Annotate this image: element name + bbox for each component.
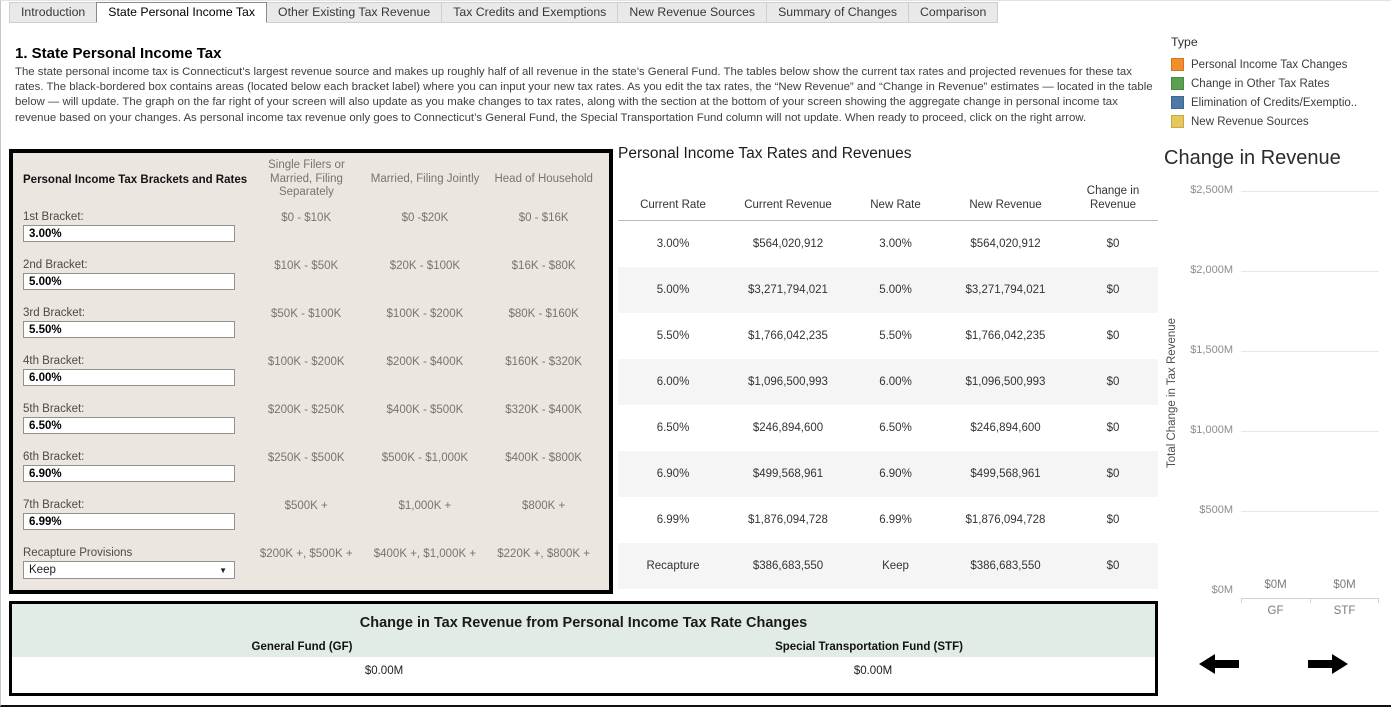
- bracket-6-label: 6th Bracket:: [23, 451, 85, 463]
- tab-new-revenue-sources[interactable]: New Revenue Sources: [617, 2, 767, 23]
- summary-title: Change in Tax Revenue from Personal Income Tax Rate Changes: [359, 615, 808, 631]
- legend-swatch-orange: [1171, 58, 1184, 71]
- cell: 5.00%: [656, 284, 690, 296]
- tab-bar: [1, 1, 1391, 23]
- table-row: [618, 451, 1158, 497]
- bracket-4-range-hoh: $160K - $320K: [505, 356, 582, 368]
- cell: Keep: [882, 560, 909, 572]
- general-fund-label: General Fund (GF): [251, 641, 353, 653]
- bracket-3-range-single: $50K - $100K: [271, 308, 342, 320]
- cell: $1,876,094,728: [965, 514, 1046, 526]
- rates-table-header: [618, 163, 1158, 221]
- cell: $0: [1106, 238, 1120, 250]
- cell: $564,020,912: [970, 238, 1041, 250]
- header-current-revenue: Current Revenue: [744, 199, 832, 211]
- cell: $1,096,500,993: [748, 376, 828, 388]
- cell: $0: [1106, 514, 1120, 526]
- y-tick: $500M: [1199, 504, 1233, 516]
- cell: $0: [1106, 560, 1120, 572]
- bar-value-gf: $0M: [1264, 579, 1287, 591]
- legend-label: Elimination of Credits/Exemptio..: [1191, 96, 1358, 109]
- table-row: [618, 359, 1158, 405]
- bracket-editor-box: [9, 149, 613, 594]
- bracket-5-range-single: $200K - $250K: [267, 404, 345, 416]
- bracket-2-range-joint: $20K - $100K: [389, 260, 461, 272]
- cell: $246,894,600: [970, 422, 1041, 434]
- y-tick: $1,500M: [1190, 344, 1233, 356]
- chart-y-axis-label: Total Change in Tax Revenue: [1166, 317, 1178, 469]
- cell: 5.50%: [879, 330, 912, 342]
- tab-tax-credits-and-exemptions[interactable]: Tax Credits and Exemptions: [441, 2, 618, 23]
- cell: $1,766,042,235: [965, 330, 1046, 342]
- cell: $499,568,961: [752, 468, 824, 480]
- cell: $0: [1106, 330, 1120, 342]
- bracket-4-rate-input[interactable]: [23, 369, 235, 386]
- cell: 6.99%: [879, 514, 912, 526]
- bar-value-stf: $0M: [1333, 579, 1356, 591]
- legend-swatch-yellow: [1171, 115, 1184, 128]
- revenue-change-summary-box: [9, 601, 1158, 696]
- gridline: [1241, 351, 1379, 352]
- bracket-row: [23, 302, 603, 350]
- legend-item: [1171, 74, 1357, 93]
- cell: $499,568,961: [970, 468, 1041, 480]
- bracket-6-range-hoh: $400K - $800K: [505, 452, 582, 464]
- bracket-row: [23, 398, 603, 446]
- table-row: [618, 267, 1158, 313]
- bracket-2-range-single: $10K - $50K: [274, 260, 339, 272]
- bracket-2-label: 2nd Bracket:: [23, 259, 88, 271]
- cell: 3.00%: [879, 238, 912, 250]
- cell: 3.00%: [656, 238, 690, 250]
- previous-arrow-button[interactable]: [1197, 652, 1241, 681]
- header-current-rate: Current Rate: [640, 199, 706, 211]
- x-tick-mark: [1310, 598, 1311, 603]
- x-category-gf: GF: [1267, 605, 1284, 617]
- recapture-label: Recapture Provisions: [23, 547, 133, 559]
- rates-table: [618, 145, 1158, 589]
- cell: 5.00%: [879, 284, 912, 296]
- legend-item: [1171, 93, 1357, 112]
- bracket-4-label: 4th Bracket:: [23, 355, 85, 367]
- column-header-single-filers: Single Filers or Married, Filing Separately: [268, 159, 345, 199]
- gridline: [1241, 271, 1379, 272]
- bracket-7-range-single: $500K +: [284, 500, 328, 512]
- cell: 5.50%: [656, 330, 690, 342]
- cell: $386,683,550: [752, 560, 824, 572]
- legend-swatch-blue: [1171, 96, 1184, 109]
- bracket-row: [23, 494, 603, 542]
- cell: $1,876,094,728: [748, 514, 828, 526]
- tab-state-personal-income-tax[interactable]: State Personal Income Tax: [96, 2, 267, 23]
- bracket-7-rate-input[interactable]: [23, 513, 235, 530]
- legend-label: Personal Income Tax Changes: [1191, 58, 1348, 71]
- cell: $0: [1106, 284, 1120, 296]
- bracket-3-rate-input[interactable]: [23, 321, 235, 338]
- cell: $3,271,794,021: [965, 284, 1046, 296]
- table-row: [618, 221, 1158, 267]
- stf-value: $0.00M: [853, 665, 893, 677]
- header-new-revenue: New Revenue: [969, 199, 1042, 211]
- cell: 6.50%: [656, 422, 690, 434]
- tab-other-existing-tax-revenue[interactable]: Other Existing Tax Revenue: [266, 2, 442, 23]
- page-title: 1. State Personal Income Tax: [15, 45, 222, 62]
- cell: $1,766,042,235: [748, 330, 828, 342]
- column-header-married-jointly: Married, Filing Jointly: [370, 172, 480, 185]
- header-change-in-revenue: Change in Revenue: [1086, 185, 1140, 211]
- table-row: [618, 543, 1158, 589]
- cell: $0: [1106, 376, 1120, 388]
- table-row: [618, 497, 1158, 543]
- bracket-4-range-single: $100K - $200K: [267, 356, 345, 368]
- bracket-2-range-hoh: $16K - $80K: [511, 260, 576, 272]
- cell: $386,683,550: [970, 560, 1041, 572]
- cell: $3,271,794,021: [748, 284, 828, 296]
- bracket-5-range-hoh: $320K - $400K: [505, 404, 582, 416]
- bracket-6-rate-input[interactable]: [23, 465, 235, 482]
- type-legend: [1171, 35, 1357, 131]
- next-arrow-button[interactable]: [1306, 652, 1350, 681]
- cell: $564,020,912: [752, 238, 824, 250]
- table-row: [618, 313, 1158, 359]
- general-fund-value: $0.00M: [364, 665, 404, 677]
- arrow-right-icon: [1306, 652, 1350, 676]
- legend-swatch-green: [1171, 77, 1184, 90]
- rates-table-title: Personal Income Tax Rates and Revenues: [618, 145, 912, 162]
- recapture-dropdown-value: Keep: [29, 564, 56, 576]
- bracket-2-rate-input[interactable]: [23, 273, 235, 290]
- bracket-1-range-hoh: $0 - $16K: [518, 212, 569, 224]
- intro-paragraph: The state personal income tax is Connecticut’s largest revenue source and makes up roughly half of all revenue in the state’s General Fund. The tables below show the current tax rates and projected revenues for these tax rates. The black-bordered box contains areas (located below each bracket label) where you can input your new tax rates. As you edit the tax rates, the “New Revenue” and “Change in Revenue” estimates — located in the table below — will update. The graph on the far right of your screen will also update as you make changes to tax rates, along with the section at the bottom of your screen showing the aggregate change in personal income tax revenue based on your changes. As personal income tax revenue only goes to Connecticut’s General Fund, the Special Transportation Fund column will not update. When ready to proceed, click on the right arrow.: [15, 66, 1153, 124]
- bracket-3-label: 3rd Bracket:: [23, 307, 85, 319]
- cell: 6.50%: [879, 422, 912, 434]
- bracket-5-label: 5th Bracket:: [23, 403, 85, 415]
- tab-introduction[interactable]: Introduction: [9, 2, 97, 23]
- legend-label: Change in Other Tax Rates: [1191, 77, 1330, 90]
- cell: $246,894,600: [752, 422, 824, 434]
- legend-item: [1171, 55, 1357, 74]
- tab-summary-of-changes[interactable]: Summary of Changes: [766, 2, 909, 23]
- gridline: [1241, 191, 1379, 192]
- cell: 6.00%: [879, 376, 912, 388]
- chevron-down-icon: ▼: [219, 565, 227, 575]
- bracket-row: [23, 446, 603, 494]
- bracket-row: [23, 350, 603, 398]
- y-tick: $0M: [1211, 584, 1233, 596]
- bracket-7-range-joint: $1,000K +: [398, 500, 452, 512]
- bracket-5-rate-input[interactable]: [23, 417, 235, 434]
- cell: Recapture: [646, 560, 700, 572]
- cell: 6.00%: [656, 376, 690, 388]
- bracket-5-range-joint: $400K - $500K: [386, 404, 464, 416]
- legend-label: New Revenue Sources: [1191, 115, 1309, 128]
- table-row: [618, 405, 1158, 451]
- arrow-left-icon: [1197, 652, 1241, 676]
- bracket-7-range-hoh: $800K +: [522, 500, 566, 512]
- legend-title: Type: [1171, 35, 1198, 49]
- cell: 6.90%: [879, 468, 912, 480]
- cell: $0: [1106, 468, 1120, 480]
- recapture-range-joint: $400K +, $1,000K +: [373, 548, 477, 560]
- bracket-6-range-single: $250K - $500K: [267, 452, 345, 464]
- x-tick-mark: [1241, 598, 1242, 603]
- column-header-head-of-household: Head of Household: [494, 172, 593, 185]
- bracket-1-range-single: $0 - $10K: [281, 212, 332, 224]
- cell: $1,096,500,993: [965, 376, 1046, 388]
- bracket-3-range-hoh: $80K - $160K: [508, 308, 579, 320]
- recapture-row: [23, 542, 603, 590]
- recapture-range-single: $200K +, $500K +: [259, 548, 353, 560]
- cell: 6.90%: [656, 468, 690, 480]
- cell: 6.99%: [656, 514, 690, 526]
- bracket-1-rate-input[interactable]: [23, 225, 235, 242]
- gridline: [1241, 431, 1379, 432]
- recapture-dropdown[interactable]: [23, 561, 235, 579]
- bracket-3-range-joint: $100K - $200K: [386, 308, 464, 320]
- x-category-stf: STF: [1333, 605, 1356, 617]
- cell: $0: [1106, 422, 1120, 434]
- bracket-1-range-joint: $0 -$20K: [401, 212, 449, 224]
- bracket-4-range-joint: $200K - $400K: [386, 356, 464, 368]
- stf-label: Special Transportation Fund (STF): [775, 641, 963, 653]
- gridline: [1241, 511, 1379, 512]
- bracket-row: [23, 206, 603, 254]
- bracket-6-range-joint: $500K - $1,000K: [381, 452, 469, 464]
- tab-comparison[interactable]: Comparison: [908, 2, 998, 23]
- chart-title: Change in Revenue: [1164, 147, 1341, 169]
- x-tick-mark: [1378, 598, 1379, 603]
- bracket-row: [23, 254, 603, 302]
- header-new-rate: New Rate: [870, 199, 921, 211]
- y-tick: $1,000M: [1190, 424, 1233, 436]
- y-tick: $2,500M: [1190, 184, 1233, 196]
- bracket-editor-header: Personal Income Tax Brackets and Rates: [23, 173, 248, 186]
- recapture-range-hoh: $220K +, $800K +: [497, 548, 590, 560]
- bracket-7-label: 7th Bracket:: [23, 499, 85, 511]
- legend-item: [1171, 112, 1357, 131]
- y-tick: $2,000M: [1190, 264, 1233, 276]
- bracket-1-label: 1st Bracket:: [23, 211, 84, 223]
